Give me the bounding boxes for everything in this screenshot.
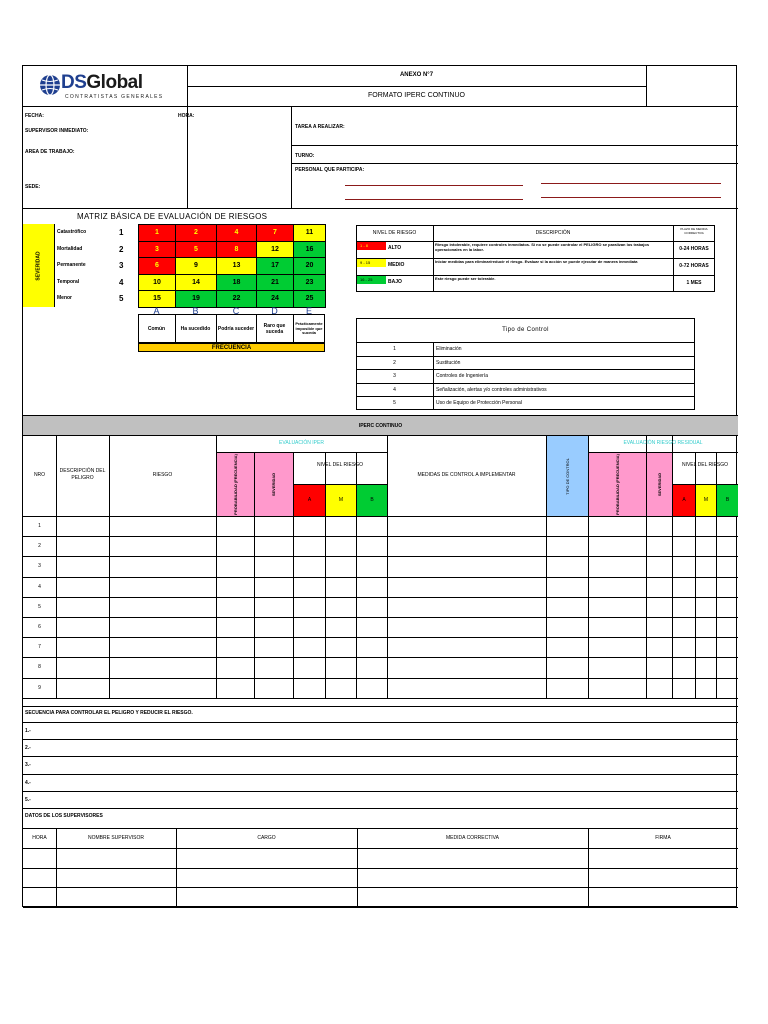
matrix-cell: 7 — [256, 224, 294, 242]
row-number: 5 — [38, 603, 41, 610]
logo-text: DSGlobal — [61, 72, 143, 93]
control-type-number: 5 — [393, 400, 396, 407]
risk-level-name: MEDIO — [388, 262, 405, 268]
frequency-letter: E — [305, 306, 312, 316]
risk-level-header: NIVEL DEL RIESGO — [316, 462, 364, 468]
site-label: SEDE: — [25, 184, 41, 190]
control-type-number: 3 — [393, 373, 396, 380]
severity-row-number: 1 — [119, 228, 124, 237]
supervisor-cell[interactable] — [57, 869, 175, 887]
control-type-header: TIPO DE CONTROL — [547, 436, 588, 516]
risk-deadline: 0-24 HORAS — [679, 246, 709, 252]
iperc-row[interactable] — [57, 578, 737, 597]
matrix-cell: 11 — [293, 224, 326, 242]
sequence-item-field[interactable] — [39, 723, 735, 738]
severity-row-number: 2 — [119, 244, 124, 254]
control-type-number: 4 — [393, 386, 396, 393]
sequence-item-field[interactable] — [39, 757, 735, 772]
sequence-item-field[interactable] — [39, 740, 735, 755]
matrix-title: MATRIZ BÁSICA DE EVALUACIÓN DE RIESGOS — [77, 212, 268, 221]
sequence-item-number: 5.- — [25, 796, 31, 803]
iperc-row[interactable] — [57, 517, 737, 536]
frequency-description: Podría suceder — [217, 326, 255, 332]
risk-range-swatch: 1 - 8 — [357, 242, 386, 250]
control-measures-header: MEDIDAS DE CONTROL A IMPLEMENTAR — [417, 472, 516, 478]
iperc-row[interactable] — [57, 598, 737, 617]
matrix-cell: 16 — [293, 241, 326, 259]
severity-row-label: Permanente — [57, 262, 86, 268]
severity-row-number: 5 — [119, 294, 124, 303]
matrix-cell: 18 — [216, 274, 257, 292]
supervisor-cell[interactable] — [358, 869, 587, 887]
matrix-cell: 13 — [216, 257, 257, 275]
supervisor-cell[interactable] — [589, 869, 737, 887]
frequency-label: FRECUENCIA — [138, 343, 325, 352]
personnel-line-1[interactable] — [345, 185, 523, 186]
supervisor-cell[interactable] — [24, 869, 55, 887]
annex-title: ANEXO N°7 — [399, 72, 434, 78]
matrix-cell: 10 — [138, 274, 176, 292]
supervisor-cell[interactable] — [24, 908, 55, 926]
supervisor-cell[interactable] — [358, 888, 587, 906]
iperc-row[interactable] — [57, 679, 737, 698]
matrix-cell: 20 — [293, 257, 326, 275]
iperc-row[interactable] — [57, 658, 737, 677]
severity-header: SEVERIDAD — [255, 453, 293, 516]
residual-evaluation-header: EVALUACIÓN RIESGO RESIDUAL — [623, 440, 703, 446]
frequency-letter: D — [271, 306, 278, 316]
row-number: 8 — [38, 664, 41, 671]
work-area-label: AREA DE TRABAJO: — [25, 149, 75, 155]
form-title: FORMATO IPERC CONTINUO — [368, 92, 465, 99]
risk-level-header: NIVEL DE RIESGO — [372, 230, 417, 236]
residual-probability-header: PROBABILIDAD (FRECUENCIA) — [589, 453, 646, 516]
risk-description: Riesgo intolerable, requiere controles inmediatos. Si no se puede controlar el PELIGRO se paralizan los trabajos operacionales en la labor. — [435, 242, 650, 252]
supervisor-cell[interactable] — [589, 888, 737, 906]
supervisors-title: DATOS DE LOS SUPERVISORES — [25, 813, 103, 819]
risk-deadline: 1 MES — [686, 280, 702, 286]
matrix-cell: 8 — [216, 241, 257, 259]
iperc-row[interactable] — [57, 638, 737, 657]
iperc-row[interactable] — [57, 557, 737, 576]
matrix-cell: 23 — [293, 274, 326, 292]
residual-risk-level-header: NIVEL DEL RIESGO — [681, 462, 729, 468]
iper-evaluation-header: EVALUACIÓN IPER — [279, 440, 324, 446]
supervisor-cell[interactable] — [589, 908, 737, 926]
severity-row-label: Menor — [57, 295, 72, 301]
row-number: 1 — [38, 523, 41, 529]
task-label: TAREA A REALIZAR: — [295, 124, 345, 130]
supervisor-cell[interactable] — [177, 869, 356, 887]
sequence-item-number: 2.- — [25, 745, 31, 752]
control-type-text: Sustitución — [436, 359, 461, 366]
supervisor-column-header: CARGO — [257, 835, 276, 841]
matrix-cell: 9 — [175, 257, 217, 275]
supervisor-cell[interactable] — [57, 908, 175, 926]
control-type-text: Eliminación — [436, 346, 462, 352]
shift-label: TURNO: — [295, 153, 315, 159]
severity-row-label: Catastrófico — [57, 229, 87, 235]
matrix-cell: 21 — [256, 274, 294, 292]
supervisor-label: SUPERVISOR INMEDIATO: — [25, 128, 89, 134]
risk-deadline: 0-72 HORAS — [679, 263, 709, 269]
risk-description: Iniciar medidas para eliminar/reducir el riesgo. Evaluar si la acción se puede ejecutar de manera inmediata — [435, 259, 638, 264]
matrix-cell: 24 — [256, 290, 294, 308]
supervisor-cell[interactable] — [358, 849, 587, 867]
supervisor-cell[interactable] — [24, 849, 55, 867]
matrix-cell: 5 — [175, 241, 217, 259]
level-m-header: M — [326, 485, 356, 516]
personnel-line-2[interactable] — [541, 183, 721, 184]
sequence-item-number: 4.- — [25, 779, 31, 786]
supervisor-column-header: FIRMA — [655, 835, 671, 841]
supervisor-cell[interactable] — [24, 888, 55, 906]
supervisor-cell[interactable] — [57, 888, 175, 906]
deadline-header: PLAZO DE MEDIDA CORRECTIVA — [680, 227, 708, 235]
residual-level-b-header: B — [717, 485, 738, 516]
risk-description: Este riesgo puede ser tolerable. — [435, 276, 496, 281]
risk-level-name: ALTO — [388, 245, 402, 251]
supervisor-column-header: MEDIDA CORRECTIVA — [446, 835, 499, 841]
personnel-line-3[interactable] — [345, 199, 523, 200]
matrix-cell: 4 — [216, 224, 257, 242]
frequency-description: Ha sucedido — [180, 326, 211, 332]
control-type-title: Tipo de Control — [502, 327, 549, 333]
matrix-cell: 12 — [256, 241, 294, 259]
risk-level-name: BAJO — [388, 279, 402, 285]
logo-tagline: CONTRATISTAS GENERALES — [65, 94, 164, 100]
residual-severity-header: SEVERIDAD — [647, 453, 672, 516]
personnel-line-4[interactable] — [541, 197, 721, 198]
time-label: HORA: — [178, 113, 195, 119]
row-number: 2 — [38, 543, 41, 550]
nro-header: NRO — [33, 472, 46, 478]
personnel-label: PERSONAL QUE PARTICIPA: — [295, 167, 365, 173]
supervisor-cell[interactable] — [177, 849, 356, 867]
sequence-item-number: 3.- — [25, 762, 31, 769]
hazard-description-header: DESCRIPCIÓN DEL PELIGRO — [59, 468, 106, 481]
globe-icon — [39, 74, 61, 96]
matrix-cell: 15 — [138, 290, 176, 308]
severity-row-number: 3 — [119, 261, 124, 270]
level-a-header: A — [294, 485, 325, 516]
severity-row-label: Temporal — [57, 278, 80, 285]
frequency-letter: B — [192, 306, 199, 316]
severity-label: SEVERIDAD — [23, 224, 55, 307]
matrix-cell: 1 — [138, 224, 176, 242]
residual-level-a-header: A — [673, 485, 695, 516]
sequence-item-field[interactable] — [39, 792, 735, 807]
matrix-cell: 25 — [293, 290, 326, 308]
frequency-description: Raro que suceda — [263, 323, 286, 335]
control-type-number: 2 — [393, 359, 396, 366]
company-logo — [37, 70, 167, 102]
row-number: 3 — [38, 563, 41, 570]
supervisor-cell[interactable] — [358, 908, 587, 926]
risk-range-swatch: 16 - 25 — [357, 276, 386, 284]
frequency-description: Común — [147, 326, 166, 332]
supervisor-cell[interactable] — [57, 849, 175, 867]
sequence-item-field[interactable] — [39, 775, 735, 790]
supervisor-cell[interactable] — [177, 888, 356, 906]
supervisor-cell[interactable] — [589, 849, 737, 867]
sequence-item-number: 1.- — [25, 728, 31, 734]
frequency-letter: A — [153, 306, 160, 316]
frequency-description: Prácticamente imposible que suceda — [295, 320, 323, 336]
matrix-cell: 17 — [256, 257, 294, 275]
row-number: 4 — [38, 583, 41, 590]
matrix-cell: 22 — [216, 290, 257, 308]
supervisor-cell[interactable] — [177, 908, 356, 926]
control-type-text: Señalización, alertas y/o controles administrativos — [436, 386, 547, 393]
row-number: 9 — [38, 684, 41, 691]
description-header: DESCRIPCIÓN — [535, 230, 571, 236]
matrix-cell: 6 — [138, 257, 176, 275]
control-type-text: Uso de Equipo de Protección Personal — [436, 400, 522, 407]
supervisor-column-header: HORA — [32, 835, 47, 841]
date-label: FECHA: — [25, 113, 44, 119]
residual-level-m-header: M — [696, 485, 716, 516]
iperc-row[interactable] — [57, 537, 737, 556]
control-type-text: Controles de Ingeniería — [436, 373, 488, 380]
control-type-number: 1 — [393, 346, 396, 352]
iperc-row[interactable] — [57, 618, 737, 637]
matrix-cell: 19 — [175, 290, 217, 308]
severity-row-label: Mortalidad — [57, 245, 83, 252]
matrix-cell: 14 — [175, 274, 217, 292]
frequency-letter: C — [232, 306, 240, 316]
supervisor-column-header: NOMBRE SUPERVISOR — [87, 835, 145, 841]
row-number: 6 — [38, 624, 41, 630]
row-number: 7 — [38, 644, 41, 651]
risk-range-swatch: 9 - 15 — [357, 259, 386, 267]
level-b-header: B — [357, 485, 387, 516]
sequence-title: SECUENCIA PARA CONTROLAR EL PELIGRO Y REDUCIR EL RIESGO. — [25, 710, 193, 716]
matrix-cell: 2 — [175, 224, 217, 242]
probability-header: PROBABILIDAD (FRECUENCIA) — [217, 453, 254, 516]
severity-row-number: 4 — [119, 277, 124, 287]
iperc-form — [22, 65, 737, 907]
risk-header: RIESGO — [152, 472, 173, 478]
matrix-cell: 3 — [138, 241, 176, 259]
iperc-section-title: IPERC CONTINUO — [23, 416, 738, 436]
